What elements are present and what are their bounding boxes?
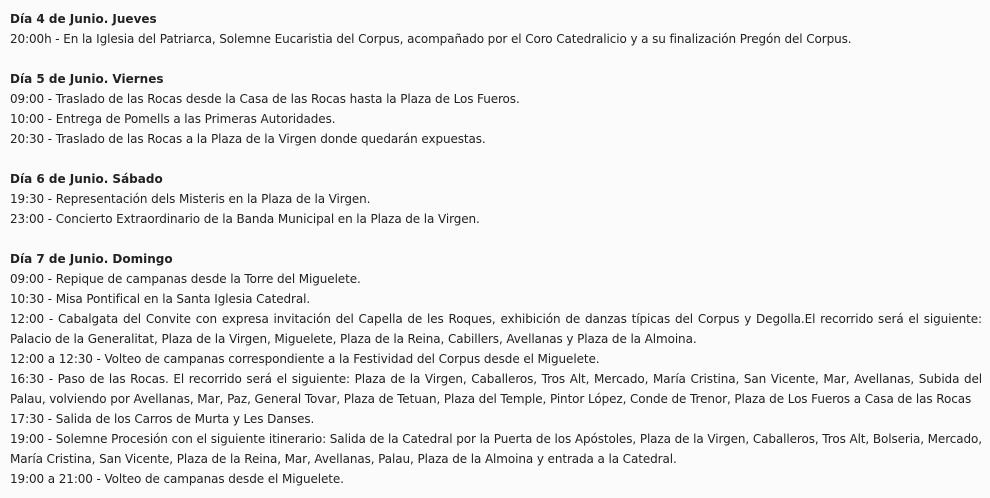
day-title: Día 5 de Junio. Viernes [10, 72, 164, 86]
schedule-entry: 19:30 - Representación dels Misteris en la Plaza de la Virgen. [10, 192, 371, 206]
schedule-entry: 09:00 - Traslado de las Rocas desde la Casa de las Rocas hasta la Plaza de Los Fueros. [10, 92, 520, 106]
schedule-entry: 09:00 - Repique de campanas desde la Torre del Miguelete. [10, 272, 361, 286]
schedule-entry: 17:30 - Salida de los Carros de Murta y Les Danses. [10, 412, 315, 426]
day-title: Día 4 de Junio. Jueves [10, 12, 157, 26]
schedule-entry: 20:30 - Traslado de las Rocas a la Plaza de la Virgen donde quedarán expuestas. [10, 132, 486, 146]
schedule-entry: 12:00 - Cabalgata del Convite con expresa invitación del Capella de les Roques, exhibición de danzas típicas del Corpus y Degolla.El recorrido será el siguiente: Palacio de la Generalitat, Plaza de la Virgen, Miguelete, Plaza de la Reina, Cabillers, Avellanas y Plaza de la Almoina. [10, 312, 982, 346]
day-section-june-4 [10, 9, 982, 49]
schedule-entry: 16:30 - Paso de las Rocas. El recorrido será el siguiente: Plaza de la Virgen, Caballeros, Tros Alt, Mercado, María Cristina, San Vicente, Mar, Avellanas, Subida del Palau, volviendo por Avellanas, Mar, Paz, General Tovar, Plaza de Tetuan, Plaza del Temple, Pintor López, Conde de Trenor, Plaza de Los Fueros a Casa de las Rocas [10, 372, 982, 406]
schedule-entry: 12:00 a 12:30 - Volteo de campanas correspondiente a la Festividad del Corpus desde el Miguelete. [10, 352, 600, 366]
day-section-june-5 [10, 69, 982, 149]
day-title: Día 7 de Junio. Domingo [10, 252, 173, 266]
day-section-june-6 [10, 169, 982, 229]
day-title: Día 6 de Junio. Sábado [10, 172, 163, 186]
day-section-june-7 [10, 249, 982, 489]
schedule-entry: 20:00h - En la Iglesia del Patriarca, Solemne Eucaristia del Corpus, acompañado por el Coro Catedralicio y a su finalización Pregón del Corpus. [10, 32, 852, 46]
schedule-entry: 19:00 a 21:00 - Volteo de campanas desde el Miguelete. [10, 472, 344, 486]
schedule-entry: 23:00 - Concierto Extraordinario de la Banda Municipal en la Plaza de la Virgen. [10, 212, 480, 226]
schedule-entry: 19:00 - Solemne Procesión con el siguiente itinerario: Salida de la Catedral por la Puerta de los Apóstoles, Plaza de la Virgen, Caballeros, Tros Alt, Bolseria, Mercado, María Cristina, San Vicente, Plaza de la Reina, Mar, Avellanas, Palau, Plaza de la Almoina y entrada a la Catedral. [10, 432, 982, 466]
schedule-entry: 10:00 - Entrega de Pomells a las Primeras Autoridades. [10, 112, 336, 126]
schedule-entry: 10:30 - Misa Pontifical en la Santa Iglesia Catedral. [10, 292, 311, 306]
